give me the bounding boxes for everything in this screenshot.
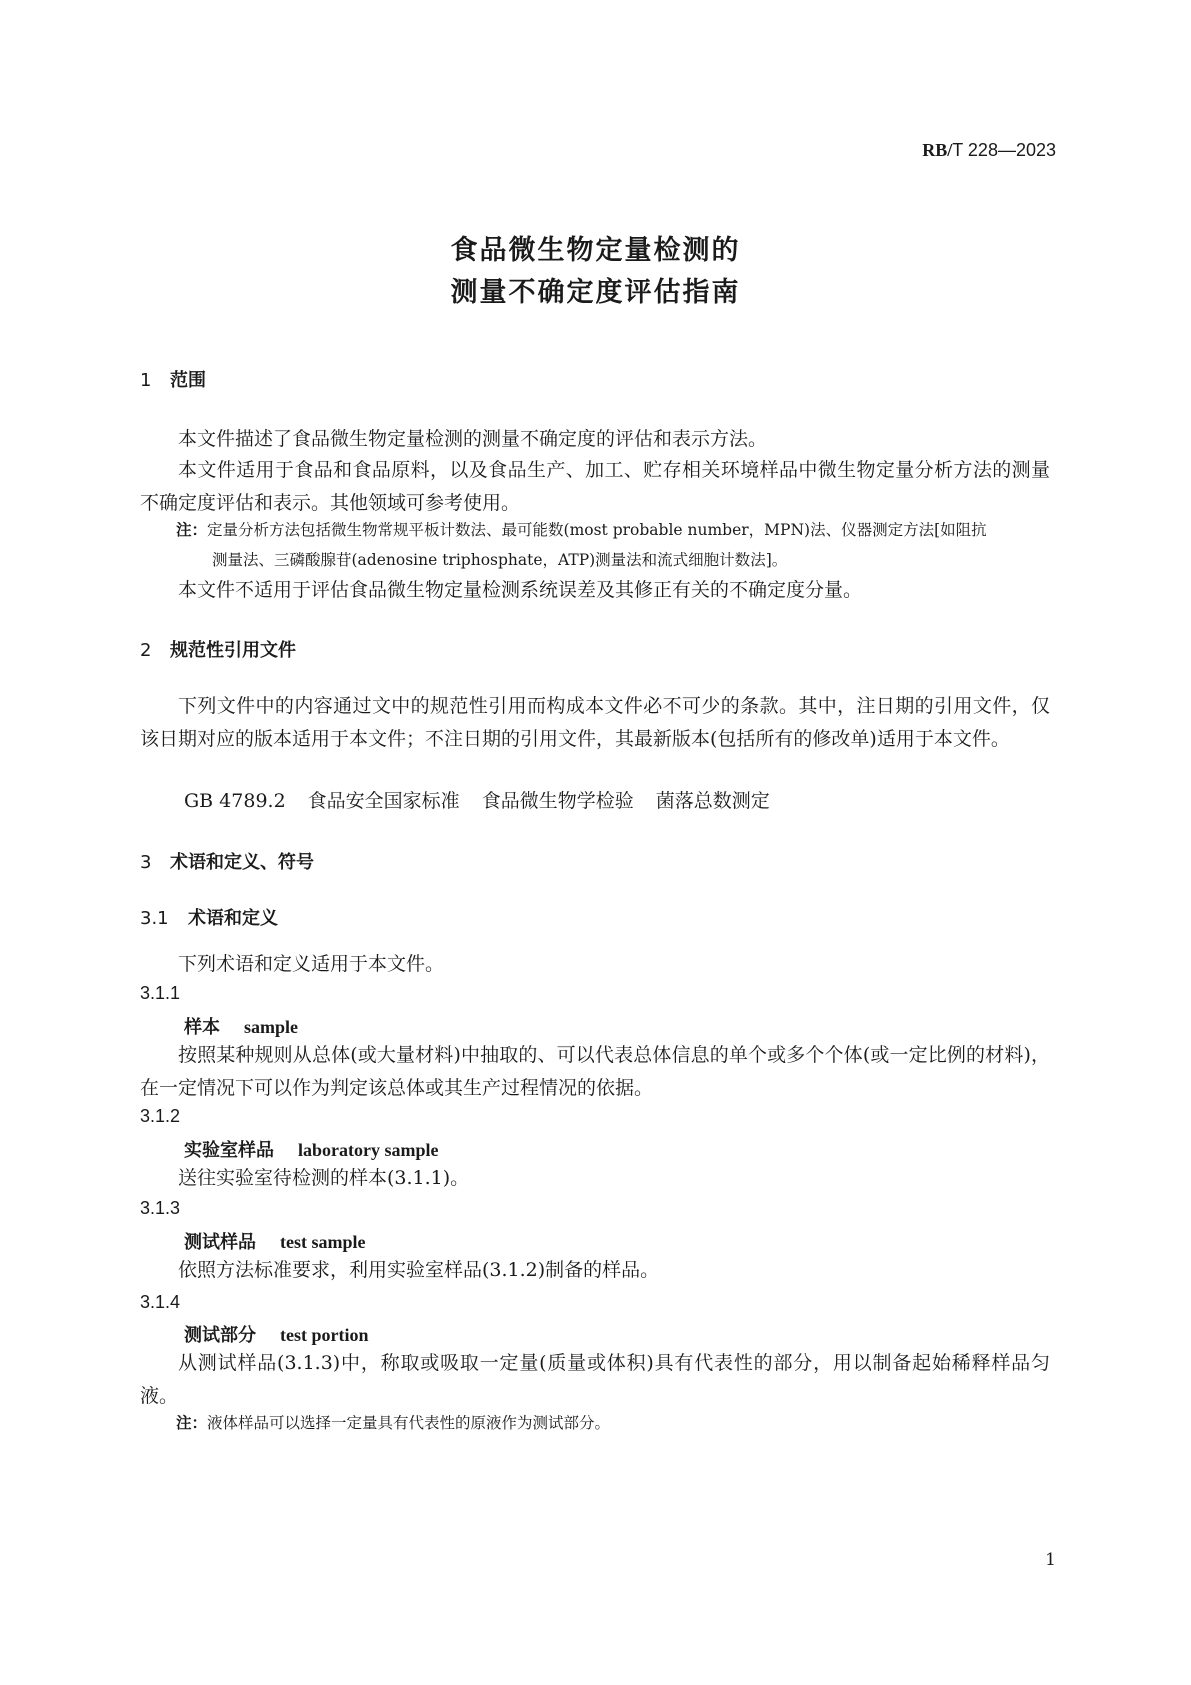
term-number: 3.1.1 [140, 983, 181, 1003]
document-title-line1: 食品微生物定量检测的 [450, 235, 741, 266]
term-name [184, 1228, 365, 1254]
term-definition: 从测试样品(3.1.3)中，称取或吸取一定量(质量或体积)具有代表性的部分，用以制备起始稀释样品匀液。 [140, 1352, 1050, 1407]
term-name-en: laboratory sample [298, 1140, 439, 1160]
page-number: 1 [1045, 1550, 1056, 1570]
reference-code: GB 4789.2 [184, 790, 286, 812]
subsection-3-1-heading [140, 904, 278, 930]
section-title: 规范性引用文件 [170, 640, 296, 661]
section-3-heading [140, 848, 314, 874]
term-name-zh: 测试样品 [184, 1232, 256, 1253]
note-label: 注： [176, 521, 208, 539]
term-definition: 送往实验室待检测的样本(3.1.1)。 [178, 1167, 470, 1189]
term-name-zh: 实验室样品 [184, 1140, 274, 1161]
reference-title-part-1: 食品安全国家标准 [307, 790, 460, 812]
term-number: 3.1.4 [140, 1292, 181, 1312]
document-title-line2: 测量不确定度评估指南 [450, 277, 741, 308]
subsection-title: 术语和定义 [188, 908, 278, 929]
section-1-note [176, 515, 1050, 575]
term-name [184, 1013, 298, 1039]
note-text: 液体样品可以选择一定量具有代表性的原液作为测试部分。 [207, 1414, 611, 1432]
section-1-paragraph-3: 本文件不适用于评估食品微生物定量检测系统误差及其修正有关的不确定度分量。 [178, 579, 863, 601]
term-name-en: test sample [280, 1232, 366, 1252]
standard-code-number: T 228—2023 [952, 140, 1056, 160]
section-1-paragraph-2: 本文件适用于食品和食品原料，以及食品生产、加工、贮存相关环境样品中微生物定量分析方法的测量不确定度评估和表示。其他领域可参考使用。 [140, 459, 1050, 514]
section-title: 范围 [170, 370, 206, 391]
term-name-zh: 样本 [184, 1017, 220, 1038]
note-line-1: 定量分析方法包括微生物常规平板计数法、最可能数(most probable number，MPN)法、仪器测定方法[如阻抗 [207, 521, 987, 539]
standard-code-prefix: RB/ [922, 140, 953, 160]
subsection-number: 3.1 [140, 908, 169, 929]
terms-intro: 下列术语和定义适用于本文件。 [178, 953, 445, 975]
term-name-zh: 测试部分 [184, 1325, 256, 1346]
section-title: 术语和定义、符号 [170, 852, 314, 873]
term-definition: 依照方法标准要求，利用实验室样品(3.1.2)制备的样品。 [178, 1259, 660, 1281]
normative-reference [184, 786, 792, 813]
term-name [184, 1321, 369, 1347]
term-name-en: sample [244, 1017, 298, 1037]
term-name-en: test portion [280, 1325, 369, 1345]
section-number: 3 [140, 852, 152, 873]
reference-title-part-3: 菌落总数测定 [655, 790, 770, 812]
reference-title-part-2: 食品微生物学检验 [481, 790, 634, 812]
term-name [184, 1136, 438, 1162]
term-number: 3.1.3 [140, 1198, 181, 1218]
section-2-heading [140, 636, 296, 662]
section-number: 2 [140, 640, 152, 661]
note-label: 注： [176, 1414, 208, 1432]
term-definition: 按照某种规则从总体(或大量材料)中抽取的、可以代表总体信息的单个或多个个体(或一定比例的材料)，在一定情况下可以作为判定该总体或其生产过程情况的依据。 [140, 1044, 1050, 1099]
section-1-paragraph-1: 本文件描述了食品微生物定量检测的测量不确定度的评估和表示方法。 [178, 428, 768, 450]
term-number: 3.1.2 [140, 1106, 181, 1126]
note-line-2: 测量法、三磷酸腺苷(adenosine triphosphate，ATP)测量法和流式细胞计数法]。 [212, 551, 788, 569]
section-2-paragraph-1: 下列文件中的内容通过文中的规范性引用而构成本文件必不可少的条款。其中，注日期的引用文件，仅该日期对应的版本适用于本文件；不注日期的引用文件，其最新版本(包括所有的修改单)适用于本文件。 [140, 695, 1050, 750]
term-note [176, 1408, 1050, 1438]
section-1-heading [140, 366, 206, 392]
section-number: 1 [140, 370, 152, 391]
standard-code [922, 140, 1056, 161]
